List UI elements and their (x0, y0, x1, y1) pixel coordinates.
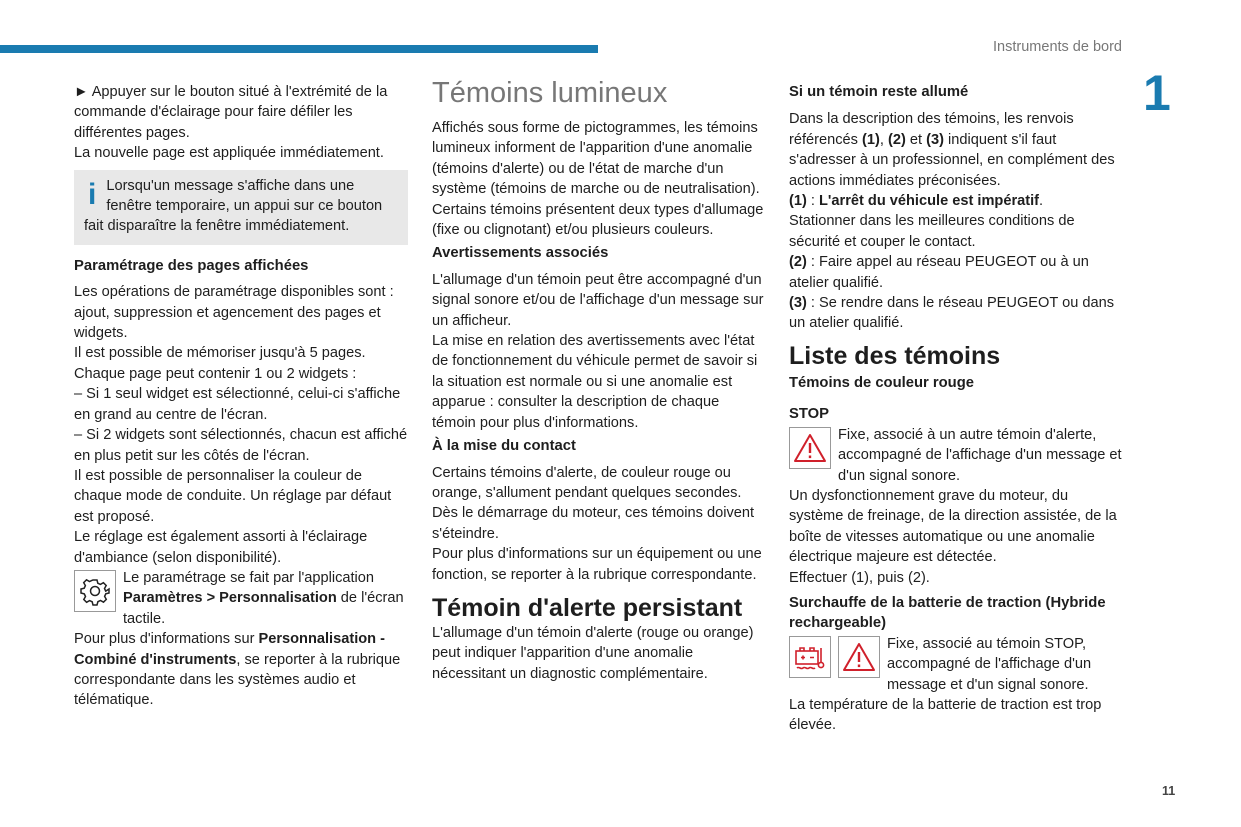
paragraph: La mise en relation des avertissements avec l'état de fonctionnement du véhicule permet de savoir si la situation est normale ou si une anomalie est apparue : consulter la description de chaque témoin pour plus d'informations. (432, 333, 758, 431)
ref-3: (3) (926, 131, 944, 148)
text: Dans la description des témoins, les renvois référencés (789, 111, 1074, 148)
heading-mise-contact: À la mise du contact (432, 438, 576, 455)
column-2 (432, 76, 766, 684)
text: : Faire appel au réseau PEUGEOT ou à un atelier qualifié. (789, 254, 1089, 291)
paragraph: La température de la batterie de traction est trop élevée. (789, 696, 1102, 734)
text-bold: Personnalisation - Combiné d'instruments (74, 631, 385, 668)
text: : Se rendre dans le réseau PEUGEOT ou dans un atelier qualifié. (789, 295, 1115, 332)
battery-description (789, 634, 1123, 695)
ref-2: (2) (789, 254, 807, 271)
text: Le paramétrage se fait par l'application (123, 569, 375, 586)
paragraph: Un dysfonctionnement grave du moteur, du système de freinage, de la direction assistée, de la boîte de vitesses automatique ou une anomalie électrique majeure est détectée. (789, 487, 1117, 566)
text: Fixe, associé au témoin STOP, accompagné de l'affichage d'un message et d'un signal sonore. (887, 635, 1092, 693)
header-accent-bar (0, 45, 598, 53)
paragraph (789, 293, 1123, 334)
page-number: 11 (1162, 784, 1176, 798)
text: Fixe, associé à un autre témoin d'alerte, accompagné de l'affichage d'un message et d'un signal sonore. (838, 426, 1122, 484)
paragraph: Il est possible de personnaliser la couleur de chaque mode de conduite. Un réglage par défaut est proposé. (74, 467, 392, 525)
settings-gear-icon (74, 570, 116, 612)
paragraph: ► Appuyer sur le bouton situé à l'extrémité de la commande d'éclairage pour faire défiler les différentes pages. (74, 84, 388, 141)
section-title: Instruments de bord (993, 39, 1122, 55)
title-temoins-lumineux: Témoins lumineux (432, 77, 668, 109)
paragraph (789, 109, 1123, 191)
info-text: Lorsqu'un message s'affiche dans une fenêtre temporaire, un appui sur ce bouton fait disparaître la fenêtre immédiatement. (84, 177, 383, 235)
stop-description (789, 425, 1123, 486)
heading-couleur-rouge: Témoins de couleur rouge (789, 374, 974, 391)
paragraph: Les opérations de paramétrage disponibles sont : ajout, suppression et agencement des pages et widgets. (74, 284, 394, 342)
text: et (905, 131, 927, 148)
text: de l'écran tactile. (123, 590, 404, 627)
text: : (806, 193, 820, 210)
chapter-number: 1 (1143, 65, 1171, 121)
warning-triangle-icon (838, 636, 880, 678)
text: , (879, 131, 888, 148)
paragraph: Affichés sous forme de pictogrammes, les témoins lumineux informent de l'apparition d'une anomalie (témoins d'alerte) ou de l'état de marche d'un système (témoins de marche ou de neutralisation). Certains témoins présentent deux types d'allumage (fixe ou clignotant) et/ou plusieurs couleurs. (432, 120, 764, 239)
paragraph: Chaque page peut contenir 1 ou 2 widgets : (74, 365, 357, 382)
paragraph: Effectuer (1), puis (2). (789, 569, 930, 586)
heading-parametrage: Paramétrage des pages affichées (74, 257, 309, 274)
paragraph (789, 191, 1123, 211)
text-bold: L'arrêt du véhicule est impératif (819, 193, 1040, 210)
ref-1: (1) (789, 193, 807, 210)
text-bold: Paramètres > Personnalisation (123, 590, 337, 607)
column-1 (74, 82, 408, 711)
text: . (1039, 193, 1044, 210)
info-icon: i (88, 177, 97, 211)
text: Pour plus d'informations sur (74, 631, 259, 648)
paragraph: Le réglage est également assorti à l'éclairage d'ambiance (selon disponibilité). (74, 529, 368, 566)
info-box (74, 170, 408, 245)
heading-surchauffe-batterie: Surchauffe de la batterie de traction (Hybride rechargeable) (789, 594, 1106, 632)
heading-liste-temoins: Liste des témoins (789, 341, 1001, 370)
settings-note (74, 568, 408, 629)
paragraph: Pour plus d'informations sur un équipement ou une fonction, se reporter à la rubrique correspondante. (432, 546, 762, 583)
text: indiquent s'il faut s'adresser à un professionnel, en complément des actions immédiates préconisées. (789, 131, 1115, 189)
paragraph: – Si 1 seul widget est sélectionné, celui-ci s'affiche en grand au centre de l'écran. (74, 386, 401, 423)
heading-avertissements: Avertissements associés (432, 245, 609, 262)
ref-1: (1) (862, 131, 880, 148)
paragraph: Il est possible de mémoriser jusqu'à 5 pages. (74, 345, 366, 362)
heading-reste-allume: Si un témoin reste allumé (789, 84, 969, 100)
battery-temperature-icon (789, 636, 831, 678)
paragraph: – Si 2 widgets sont sélectionnés, chacun est affiché en plus petit sur les côtés de l'écran. (74, 427, 408, 464)
paragraph: La nouvelle page est appliquée immédiatement. (74, 145, 384, 162)
paragraph (789, 252, 1123, 293)
warning-triangle-icon (789, 427, 831, 469)
heading-alerte-persistant: Témoin d'alerte persistant (432, 593, 743, 622)
ref-3: (3) (789, 295, 807, 312)
column-3 (789, 82, 1123, 736)
paragraph: Stationner dans les meilleures conditions de sécurité et couper le contact. (789, 213, 1075, 250)
paragraph: Dès le démarrage du moteur, ces témoins doivent s'éteindre. (432, 505, 755, 542)
paragraph: L'allumage d'un témoin peut être accompagné d'un signal sonore et/ou de l'affichage d'un message sur un afficheur. (432, 271, 764, 329)
paragraph (74, 629, 408, 711)
paragraph: L'allumage d'un témoin d'alerte (rouge ou orange) peut indiquer l'apparition d'une anomalie nécessitant un diagnostic complémentaire. (432, 624, 754, 682)
text: , se reporter à la rubrique correspondante dans les systèmes audio et télématique. (74, 651, 401, 709)
heading-stop: STOP (789, 406, 830, 423)
paragraph: Certains témoins d'alerte, de couleur rouge ou orange, s'allument pendant quelques secondes. (432, 464, 742, 501)
ref-2: (2) (887, 131, 906, 148)
